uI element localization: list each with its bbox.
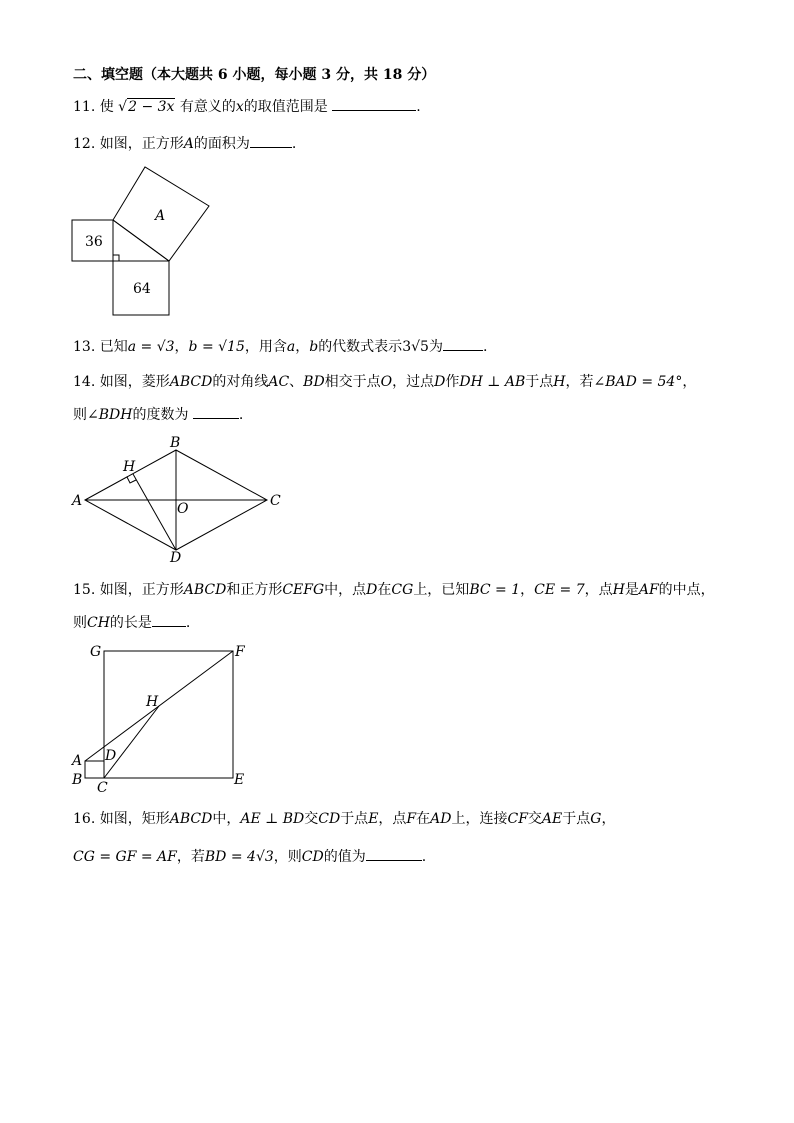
q16-ad: AD — [430, 811, 452, 827]
q15-label-H: H — [146, 694, 159, 710]
q12-label-A: A — [155, 208, 166, 224]
q14-angle: ∠BAD = 54° — [593, 374, 683, 390]
q16-text7: 上，连接 — [451, 811, 508, 827]
q16-text1: 如图，矩形 — [99, 811, 170, 827]
q13-post: 的代数式表示 — [318, 339, 403, 355]
q15-text5: 上，已知 — [413, 582, 470, 598]
q16-text2: 中， — [212, 811, 241, 827]
q13-end: . — [482, 339, 488, 355]
q16-cf: CF — [507, 811, 528, 827]
q14-text6: 于点 — [525, 374, 554, 390]
question-11: 11. 使 √2 − 3x 有意义的x的取值范围是 . — [73, 99, 421, 115]
q12-var: A — [183, 136, 194, 152]
q14-ac: AC — [268, 374, 290, 390]
q16-e: E — [368, 811, 379, 827]
question-15-line1 — [73, 581, 715, 599]
q16-line2-bd: BD = 4√3 — [204, 849, 274, 865]
q11-pre: 使 — [99, 99, 114, 115]
q14-line2-post: 的度数为 — [132, 407, 189, 423]
q16-line2-expr: CG = GF = AF — [73, 849, 177, 865]
question-14-line2 — [73, 405, 243, 424]
q15-figure — [65, 640, 255, 800]
q16-f: F — [406, 811, 417, 827]
q11-post: 的取值范围是 — [243, 99, 328, 115]
q15-abcd: ABCD — [183, 582, 227, 598]
q16-g: G — [590, 811, 602, 827]
q16-line2-post: 的值为 — [323, 849, 366, 865]
q16-line2-mid: ，若 — [176, 849, 205, 865]
q12-label-64: 64 — [133, 281, 151, 297]
q13-a-expr: a = √3 — [127, 339, 175, 355]
q12-answer-blank[interactable] — [250, 134, 292, 148]
q14-o: O — [380, 374, 393, 390]
q15-sep: ， — [520, 582, 535, 598]
q14-d: D — [434, 374, 446, 390]
q14-bd: BD — [303, 374, 325, 390]
q15-label-F: F — [235, 644, 245, 660]
question-13 — [73, 337, 487, 356]
q16-number: 16. — [73, 811, 96, 827]
q15-label-G: G — [90, 644, 102, 660]
q15-d: D — [366, 582, 378, 598]
q16-line2-cd: CD — [301, 849, 324, 865]
q13-a: a — [286, 339, 296, 355]
q16-text6: 在 — [416, 811, 431, 827]
question-12 — [73, 134, 296, 153]
q14-end: . — [238, 407, 244, 423]
q14-label-D: D — [170, 550, 182, 566]
q16-end: . — [421, 849, 427, 865]
q15-label-E: E — [234, 772, 245, 788]
q14-h: H — [553, 374, 566, 390]
q16-text9: 于点 — [562, 811, 591, 827]
q11-number: 11. — [73, 99, 96, 115]
q14-line2-angle: ∠BDH — [87, 407, 133, 423]
q15-line2-ch: CH — [87, 615, 110, 631]
q15-number: 15. — [73, 582, 96, 598]
q14-dh: DH ⊥ AB — [459, 374, 526, 390]
q14-label-B: B — [170, 435, 181, 451]
q16-answer-blank[interactable] — [366, 847, 422, 861]
q15-text2: 和正方形 — [226, 582, 283, 598]
q14-text1: 如图，菱形 — [99, 374, 170, 390]
q14-label-C: C — [270, 493, 281, 509]
q14-abcd: ABCD — [169, 374, 213, 390]
q13-b-expr: b = √15 — [188, 339, 245, 355]
q15-label-A: A — [72, 753, 83, 769]
q15-label-B: B — [72, 772, 83, 788]
q13-mid: ，用含 — [244, 339, 287, 355]
q15-text8: 的中点， — [658, 582, 715, 598]
q12-end: . — [291, 136, 297, 152]
q15-text6: ，点 — [584, 582, 613, 598]
q13-expr: 3√5 — [402, 339, 429, 355]
q14-answer-blank[interactable] — [193, 405, 239, 419]
q11-answer-blank[interactable] — [332, 97, 416, 111]
q14-dun: 、 — [289, 374, 304, 390]
q11-var: x — [235, 99, 244, 115]
q14-text3: 相交于点 — [324, 374, 381, 390]
q12-pre: 如图，正方形 — [99, 136, 184, 152]
q11-end: . — [416, 99, 421, 115]
q15-ce: CE = 7 — [534, 582, 585, 598]
q13-sep: ， — [174, 339, 189, 355]
q12-post: 的面积为 — [193, 136, 250, 152]
q14-label-A: A — [72, 493, 83, 509]
q14-text4: ，过点 — [392, 374, 435, 390]
q14-text2: 的对角线 — [212, 374, 269, 390]
q15-end: . — [185, 615, 191, 631]
q12-figure — [65, 160, 225, 325]
q14-figure — [65, 432, 295, 567]
q14-text8: ， — [682, 374, 697, 390]
q14-text5: 作 — [445, 374, 460, 390]
q13-answer-blank[interactable] — [443, 337, 483, 351]
q13-b: b — [309, 339, 319, 355]
question-16-line2 — [73, 847, 426, 866]
q16-ae2: AE — [541, 811, 563, 827]
q15-bc: BC = 1 — [469, 582, 521, 598]
q16-text10: ， — [601, 811, 616, 827]
q11-radicand: 2 − 3x — [128, 99, 175, 115]
q15-label-C: C — [97, 780, 108, 796]
q15-line2-post: 的长是 — [109, 615, 152, 631]
q15-line2-pre: 则 — [73, 615, 87, 631]
q16-text4: 于点 — [340, 811, 369, 827]
q15-text4: 在 — [377, 582, 392, 598]
q13-comma: ， — [295, 339, 310, 355]
q14-label-O: O — [177, 501, 189, 517]
q15-cefg: CEFG — [282, 582, 325, 598]
q16-text5: ，点 — [378, 811, 407, 827]
q16-abcd: ABCD — [169, 811, 213, 827]
q15-h: H — [612, 582, 625, 598]
q13-post2: 为 — [428, 339, 443, 355]
q12-number: 12. — [73, 136, 96, 152]
q12-label-36: 36 — [85, 234, 103, 250]
q15-cg: CG — [391, 582, 414, 598]
q15-text3: 中，点 — [324, 582, 367, 598]
q15-text7: 是 — [624, 582, 639, 598]
q16-text3: 交 — [304, 811, 319, 827]
question-14-line1 — [73, 373, 696, 391]
q15-af: AF — [638, 582, 659, 598]
q14-label-H: H — [123, 459, 136, 475]
section-header: 二、填空题（本大题共 6 小题，每小题 3 分，共 18 分） — [73, 67, 436, 83]
q14-text7: ，若 — [565, 374, 594, 390]
q16-ae: AE ⊥ BD — [240, 811, 305, 827]
q14-number: 14. — [73, 374, 96, 390]
q11-mid: 有意义的 — [179, 99, 236, 115]
q15-answer-blank[interactable] — [152, 613, 186, 627]
q14-line2-pre: 则 — [73, 407, 87, 423]
q13-pre: 已知 — [99, 339, 128, 355]
question-15-line2 — [73, 613, 190, 632]
question-16-line1 — [73, 810, 615, 828]
q15-label-D: D — [105, 748, 117, 764]
q13-number: 13. — [73, 339, 96, 355]
q16-cd: CD — [318, 811, 341, 827]
q16-text8: 交 — [527, 811, 542, 827]
q16-line2-mid2: ，则 — [273, 849, 302, 865]
q15-text1: 如图，正方形 — [99, 582, 184, 598]
